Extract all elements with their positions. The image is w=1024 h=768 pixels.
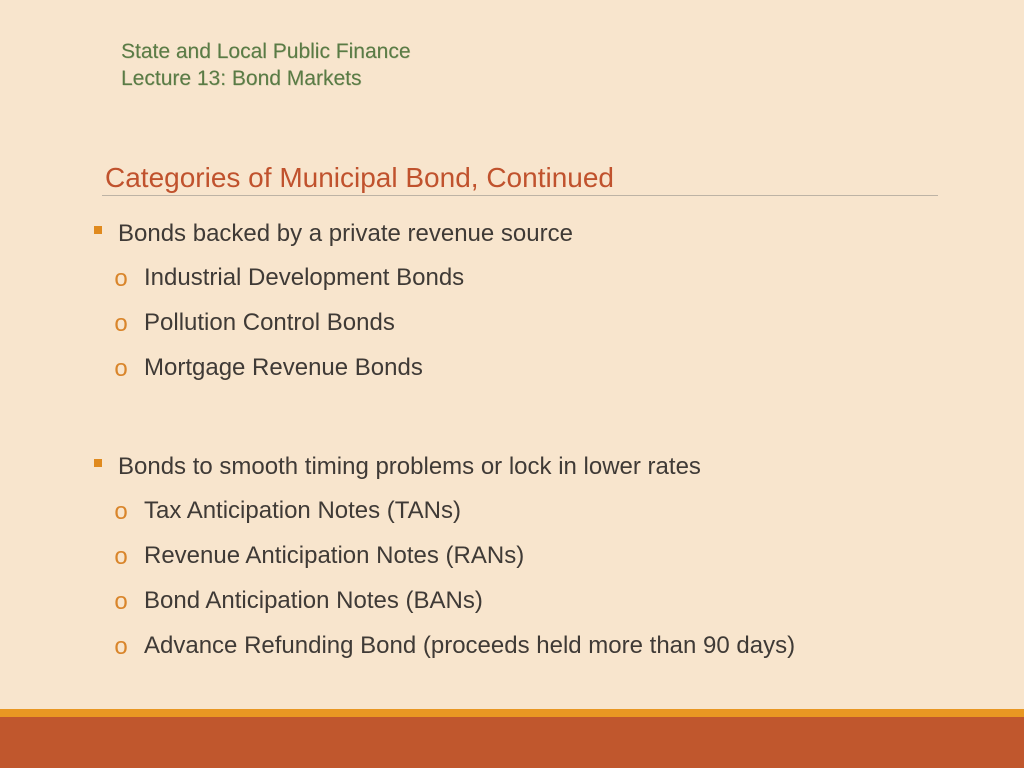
sub-item-tax-anticipation-notes <box>112 496 461 526</box>
sub-item-mortgage-revenue-bonds <box>112 353 423 383</box>
sub-item-industrial-development-bonds <box>112 263 464 293</box>
sub-item-text: Revenue Anticipation Notes (RANs) <box>144 542 525 569</box>
circle-bullet-icon: o <box>114 588 128 615</box>
circle-bullet-icon: o <box>114 498 128 525</box>
footer-color-band <box>0 717 1024 768</box>
bullet-timing-problems <box>94 452 701 482</box>
sub-item-text: Industrial Development Bonds <box>144 264 465 291</box>
square-bullet-icon <box>94 459 102 467</box>
square-bullet-icon <box>94 226 102 234</box>
bullet-text: Bonds backed by a private revenue source <box>118 220 573 247</box>
sub-item-text: Advance Refunding Bond (proceeds held more than 90 days) <box>144 632 796 659</box>
circle-bullet-icon: o <box>114 543 128 570</box>
sub-item-advance-refunding-bond <box>112 631 795 661</box>
sub-item-text: Mortgage Revenue Bonds <box>144 354 423 381</box>
sub-item-text: Pollution Control Bonds <box>144 309 395 336</box>
sub-item-revenue-anticipation-notes <box>112 541 524 571</box>
circle-bullet-icon: o <box>114 265 128 292</box>
sub-item-pollution-control-bonds <box>112 308 395 338</box>
sub-item-text: Tax Anticipation Notes (TANs) <box>144 497 462 524</box>
section-title: Categories of Municipal Bond, Continued <box>105 162 614 193</box>
circle-bullet-icon: o <box>114 310 128 337</box>
circle-bullet-icon: o <box>114 633 128 660</box>
bullet-text: Bonds to smooth timing problems or lock in lower rates <box>118 453 701 480</box>
footer-accent-stripe <box>0 709 1024 717</box>
course-title: State and Local Public Finance <box>121 40 411 63</box>
sub-item-bond-anticipation-notes <box>112 586 483 616</box>
lecture-title: Lecture 13: Bond Markets <box>121 67 362 90</box>
sub-item-text: Bond Anticipation Notes (BANs) <box>144 587 483 614</box>
bullet-private-revenue <box>94 219 573 249</box>
circle-bullet-icon: o <box>114 355 128 382</box>
